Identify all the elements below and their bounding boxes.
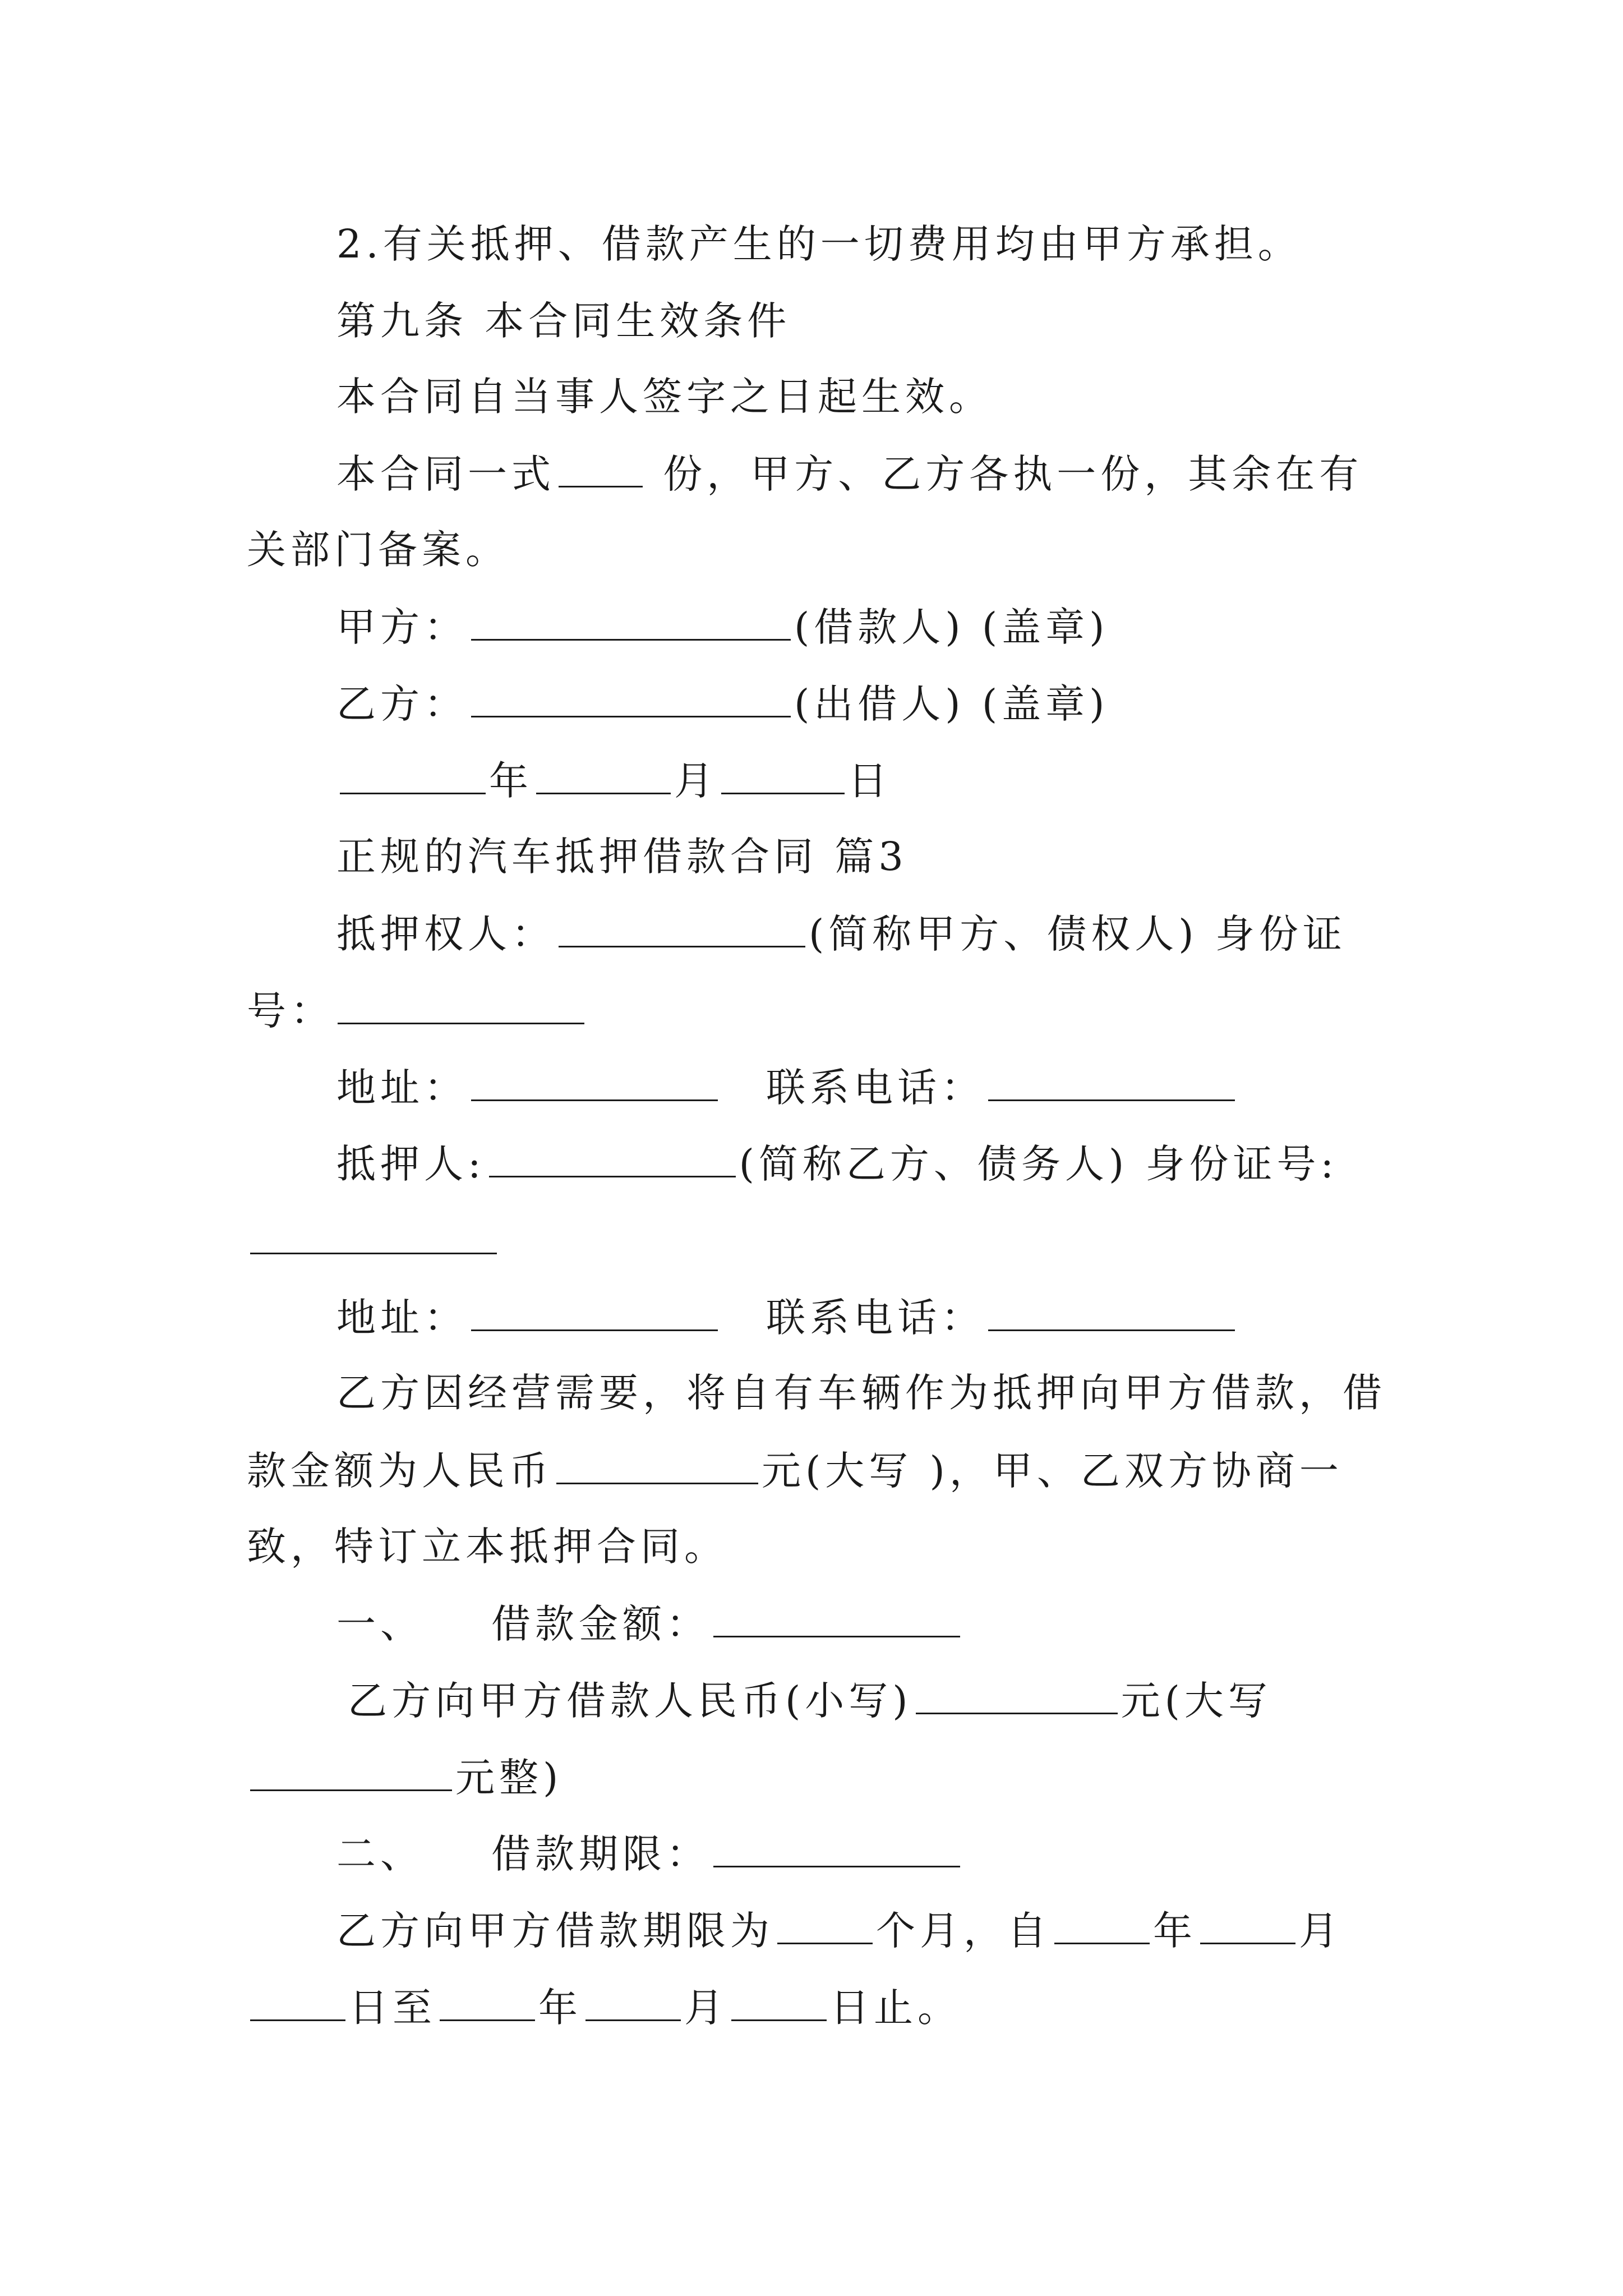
mortgagor-contact	[336, 1295, 1238, 1341]
end-day-label: 日止。	[830, 1985, 961, 2031]
party-a-label: 甲方：	[336, 604, 468, 650]
phone-blank	[988, 1067, 1235, 1101]
start-year-blank	[1054, 1910, 1150, 1944]
party-a-blank	[471, 606, 791, 641]
clause-8-item-2	[336, 221, 1302, 267]
end-month-label: 月	[684, 1985, 728, 2031]
preamble-line-3	[247, 1524, 728, 1570]
months-label: 个月，自	[876, 1908, 1051, 1954]
copies-line-cont	[247, 527, 509, 573]
end-day-blank	[731, 1987, 827, 2021]
party-a-signature	[336, 604, 1109, 650]
mortgagee-id-line	[247, 988, 588, 1034]
article-2-title: 借款期限：	[491, 1831, 710, 1877]
article-2-number: 二、	[336, 1831, 424, 1877]
day-label: 日	[848, 758, 892, 804]
address-label: 地址：	[336, 1295, 468, 1341]
preamble-end-text: 致，特订立本抵押合同。	[247, 1524, 728, 1570]
start-day-blank	[250, 1987, 345, 2021]
preamble-line-2	[247, 1448, 1343, 1494]
month-label: 月	[674, 758, 718, 804]
amount-blank	[556, 1450, 758, 1484]
start-day-label: 日至	[349, 1985, 436, 2031]
preamble-line-1	[336, 1370, 1386, 1416]
party-a-role: (借款人) (盖章)	[794, 604, 1109, 650]
party-b-role: (出借人) (盖章)	[794, 681, 1109, 727]
party-b-label: 乙方：	[336, 681, 468, 727]
party-b-signature	[336, 681, 1109, 727]
end-year-blank	[440, 1987, 535, 2021]
article-2-blank	[713, 1833, 960, 1867]
section-title	[336, 834, 908, 880]
section-title-text: 正规的汽车抵押借款合同 篇3	[336, 834, 908, 880]
copies-blank	[559, 453, 643, 487]
mortgagee-contact	[336, 1065, 1238, 1111]
start-month-label: 月	[1299, 1908, 1343, 1954]
id-blank	[338, 990, 584, 1024]
months-blank	[777, 1910, 873, 1944]
month-blank	[536, 760, 671, 794]
article-9-body	[336, 374, 993, 420]
copies-suffix: 份，甲方、乙方各执一份，其余在有	[646, 451, 1363, 497]
mortgagor-id-blank	[250, 1220, 497, 1254]
loan-amount-large-blank	[250, 1757, 452, 1791]
article-1-blank	[713, 1603, 960, 1637]
copies-line	[336, 451, 1363, 497]
loan-amount-line	[348, 1678, 1272, 1724]
mortgagor-line	[336, 1141, 1339, 1187]
phone-label: 联系电话：	[766, 1295, 985, 1341]
article-2-heading	[336, 1831, 963, 1877]
end-month-blank	[585, 1987, 681, 2021]
year-label: 年	[489, 758, 533, 804]
clause-text: 2.有关抵押、借款产生的一切费用均由甲方承担。	[336, 221, 1302, 267]
preamble-text: 乙方因经营需要，将自有车辆作为抵押向甲方借款，借	[336, 1370, 1386, 1416]
start-year-label: 年	[1153, 1908, 1197, 1954]
loan-amount-suffix: 元(大写	[1121, 1678, 1272, 1724]
article-1-heading	[336, 1601, 963, 1647]
loan-term-prefix: 乙方向甲方借款期限为	[336, 1908, 774, 1954]
article-9-heading	[336, 298, 791, 344]
loan-amount-line-cont	[247, 1755, 563, 1801]
year-blank	[340, 760, 486, 794]
body-text: 本合同自当事人签字之日起生效。	[336, 374, 993, 420]
mortgagee-note: (简称甲方、债权人) 身份证	[809, 911, 1347, 957]
amount-prefix: 款金额为人民币	[247, 1448, 553, 1494]
phone-label: 联系电话：	[766, 1065, 985, 1111]
mortgagee-line	[336, 911, 1347, 957]
mortgagee-blank	[559, 913, 805, 947]
heading-text: 第九条 本合同生效条件	[336, 298, 791, 344]
copies-cont-text: 关部门备案。	[247, 527, 509, 573]
mortgagor-blank	[489, 1143, 736, 1177]
address-label: 地址：	[336, 1065, 468, 1111]
amount-suffix: 元(大写 )，甲、乙双方协商一	[762, 1448, 1343, 1494]
phone-blank	[988, 1297, 1235, 1331]
loan-amount-end: 元整)	[455, 1755, 563, 1801]
loan-amount-prefix: 乙方向甲方借款人民币(小写)	[348, 1678, 912, 1724]
day-blank	[721, 760, 845, 794]
party-b-blank	[471, 683, 791, 717]
mortgagee-label: 抵押权人：	[336, 911, 555, 957]
start-month-blank	[1200, 1910, 1295, 1944]
loan-term-line	[336, 1908, 1343, 1954]
copies-prefix: 本合同一式	[336, 451, 555, 497]
mortgagor-label: 抵押人:	[336, 1141, 486, 1187]
end-year-label: 年	[538, 1985, 582, 2031]
loan-amount-small-blank	[916, 1680, 1118, 1714]
mortgagor-id-line	[247, 1220, 500, 1260]
id-label: 号：	[247, 988, 334, 1034]
sign-date	[336, 758, 892, 804]
loan-term-line-cont	[247, 1985, 961, 2031]
address-blank	[471, 1067, 718, 1101]
mortgagor-note: (简称乙方、债务人) 身份证号:	[739, 1141, 1339, 1187]
address-blank	[471, 1297, 718, 1331]
article-1-title: 借款金额：	[491, 1601, 710, 1647]
article-1-number: 一、	[336, 1601, 424, 1647]
